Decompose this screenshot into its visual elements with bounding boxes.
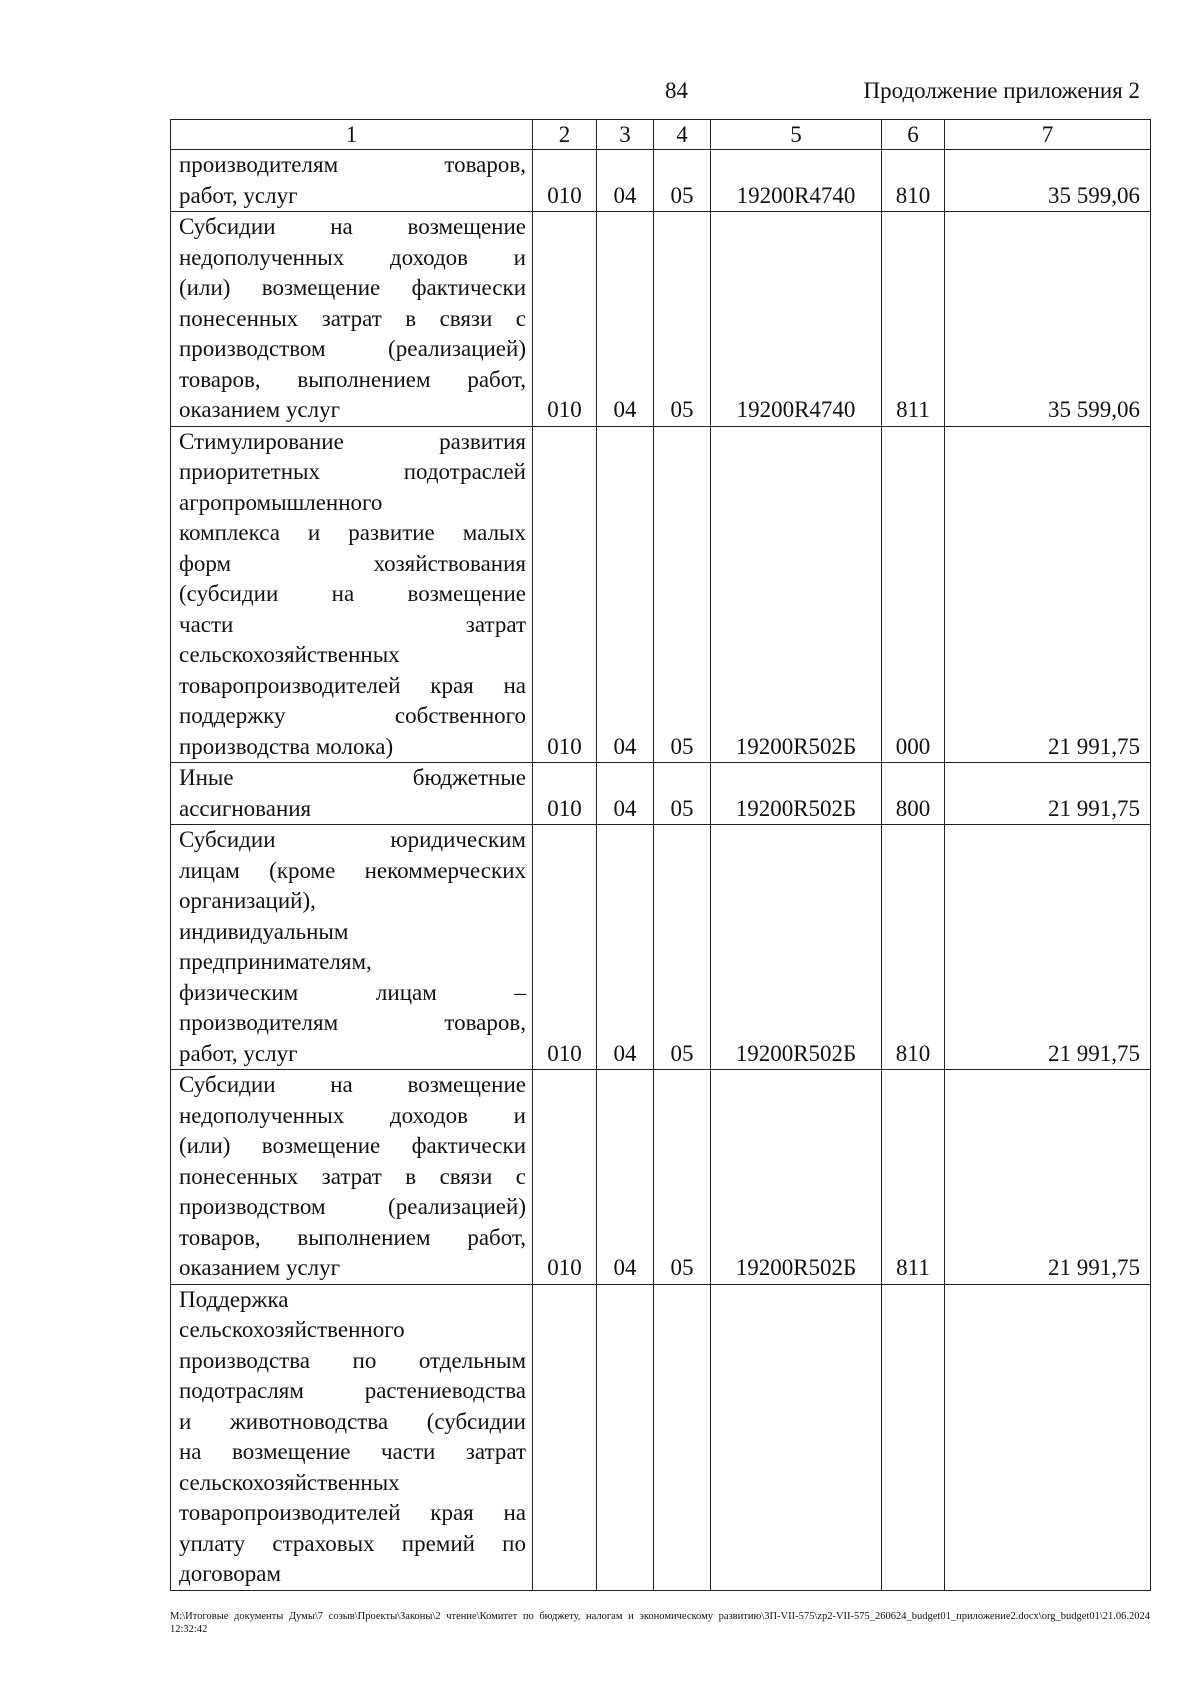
file-path-footer: M:\Итоговые документы Думы\7 созыв\Проекты\Законы\2 чтение\Комитет по бюджету, налогам и экономическому развитию\3П-VII-575\zp2-VII-575_260624_budget01_приложение2.docx\org_budget01\21.06.2024 12:32:42 xyxy=(170,1611,1150,1635)
row-description xyxy=(171,763,533,825)
description-line: Поддержка xyxy=(179,1286,289,1312)
description-line: производства по отдельным xyxy=(179,1347,526,1373)
description-line: производством (реализацией) xyxy=(179,336,526,361)
column-header-6: 6 xyxy=(882,120,945,150)
subsection-code-cell: 04 xyxy=(597,212,654,427)
description-line: понесенных затрат в связи с xyxy=(179,1163,526,1189)
description-line: производства молока) xyxy=(179,733,394,759)
expense-type-cell: 811 xyxy=(882,212,945,427)
amount-cell xyxy=(945,1284,1151,1590)
target-article-cell: 19200R502Б xyxy=(711,426,882,763)
row-description xyxy=(171,212,533,427)
subitem-code-cell: 05 xyxy=(654,212,711,427)
description-line: (или) возмещение фактически xyxy=(179,1133,526,1158)
description-line: товаропроизводителей края на xyxy=(179,672,526,698)
subsection-code-cell: 04 xyxy=(597,426,654,763)
amount-cell: 35 599,06 xyxy=(945,212,1151,427)
description-line: Субсидии на возмещение xyxy=(179,1072,526,1097)
description-line: Стимулирование развития xyxy=(179,428,526,454)
description-line: понесенных затрат в связи с xyxy=(179,305,526,331)
description-line: на возмещение части затрат xyxy=(179,1439,526,1464)
subitem-code-cell: 05 xyxy=(654,426,711,763)
column-header-7: 7 xyxy=(945,120,1151,150)
subitem-code-cell: 05 xyxy=(654,763,711,825)
section-code-cell: 010 xyxy=(533,150,597,212)
expense-type-cell: 810 xyxy=(882,825,945,1070)
description-line: комплекса и развитие малых xyxy=(179,520,526,545)
table-row xyxy=(171,1070,1151,1285)
description-line: сельскохозяйственных xyxy=(179,642,400,667)
description-line: физическим лицам – xyxy=(179,979,526,1005)
description-line: приоритетных подотраслей xyxy=(179,459,526,484)
expense-type-cell: 000 xyxy=(882,426,945,763)
subitem-code-cell: 05 xyxy=(654,150,711,212)
row-description xyxy=(171,1284,533,1590)
table-row xyxy=(171,426,1151,763)
column-header-2: 2 xyxy=(533,120,597,150)
table-row xyxy=(171,763,1151,825)
description-line: недополученных доходов и xyxy=(179,1102,526,1128)
target-article-cell: 19200R502Б xyxy=(711,825,882,1070)
column-header-1: 1 xyxy=(171,120,533,150)
description-line: производством (реализацией) xyxy=(179,1194,526,1219)
subitem-code-cell xyxy=(654,1284,711,1590)
description-line: уплату страховых премий по xyxy=(179,1530,526,1556)
section-code-cell xyxy=(533,1284,597,1590)
description-line: недополученных доходов и xyxy=(179,244,526,270)
amount-cell: 21 991,75 xyxy=(945,426,1151,763)
description-line: оказанием услуг xyxy=(179,1255,341,1280)
table-header-row xyxy=(171,120,1151,150)
column-header-5: 5 xyxy=(711,120,882,150)
subsection-code-cell: 04 xyxy=(597,825,654,1070)
row-description xyxy=(171,150,533,212)
section-code-cell: 010 xyxy=(533,1070,597,1285)
table-row xyxy=(171,1284,1151,1590)
subsection-code-cell: 04 xyxy=(597,1070,654,1285)
table-body xyxy=(171,150,1151,1591)
target-article-cell: 19200R4740 xyxy=(711,212,882,427)
description-line: сельскохозяйственных xyxy=(179,1469,400,1495)
subsection-code-cell xyxy=(597,1284,654,1590)
description-line: агропромышленного xyxy=(179,489,383,515)
row-description xyxy=(171,1070,533,1285)
description-line: Иные бюджетные xyxy=(179,765,526,790)
expense-type-cell xyxy=(882,1284,945,1590)
section-code-cell: 010 xyxy=(533,825,597,1070)
table-row xyxy=(171,212,1151,427)
amount-cell: 21 991,75 xyxy=(945,825,1151,1070)
description-line: (или) возмещение фактически xyxy=(179,275,526,300)
page-number: 84 xyxy=(665,78,688,103)
description-line: оказанием услуг xyxy=(179,397,341,422)
description-line: и животноводства (субсидии xyxy=(179,1408,526,1434)
description-line: Субсидии юридическим xyxy=(179,827,526,852)
description-line: лицам (кроме некоммерческих xyxy=(179,857,526,883)
description-line: части затрат xyxy=(179,611,526,637)
description-line: работ, услуг xyxy=(179,182,298,208)
subitem-code-cell: 05 xyxy=(654,825,711,1070)
target-article-cell: 19200R4740 xyxy=(711,150,882,212)
subsection-code-cell: 04 xyxy=(597,763,654,825)
section-code-cell: 010 xyxy=(533,426,597,763)
description-line: договорам xyxy=(179,1561,282,1586)
amount-cell: 21 991,75 xyxy=(945,763,1151,825)
section-code-cell: 010 xyxy=(533,763,597,825)
description-line: работ, услуг xyxy=(179,1040,298,1066)
amount-cell: 35 599,06 xyxy=(945,150,1151,212)
expense-type-cell: 810 xyxy=(882,150,945,212)
description-line: форм хозяйствования xyxy=(179,550,526,576)
description-line: организаций), xyxy=(179,888,316,913)
description-line: сельскохозяйственного xyxy=(179,1317,405,1342)
continuation-label: Продолжение приложения 2 xyxy=(863,78,1140,103)
table-row xyxy=(171,150,1151,212)
budget-table xyxy=(170,119,1151,1591)
column-header-4: 4 xyxy=(654,120,711,150)
table-row xyxy=(171,825,1151,1070)
target-article-cell xyxy=(711,1284,882,1590)
description-line: индивидуальным xyxy=(179,918,349,944)
description-line: товаров, выполнением работ, xyxy=(179,1224,526,1250)
amount-cell: 21 991,75 xyxy=(945,1070,1151,1285)
description-line: поддержку собственного xyxy=(179,703,526,728)
subitem-code-cell: 05 xyxy=(654,1070,711,1285)
target-article-cell: 19200R502Б xyxy=(711,763,882,825)
description-line: Субсидии на возмещение xyxy=(179,214,526,239)
expense-type-cell: 800 xyxy=(882,763,945,825)
description-line: производителям товаров, xyxy=(179,1010,526,1035)
column-header-3: 3 xyxy=(597,120,654,150)
subsection-code-cell: 04 xyxy=(597,150,654,212)
description-line: производителям товаров, xyxy=(179,152,526,177)
row-description xyxy=(171,825,533,1070)
section-code-cell: 010 xyxy=(533,212,597,427)
description-line: ассигнования xyxy=(179,795,312,821)
description-line: товаров, выполнением работ, xyxy=(179,366,526,392)
description-line: (субсидии на возмещение xyxy=(179,581,526,606)
expense-type-cell: 811 xyxy=(882,1070,945,1285)
description-line: подотраслям растениеводства xyxy=(179,1378,526,1403)
description-line: товаропроизводителей края на xyxy=(179,1500,526,1525)
description-line: предпринимателям, xyxy=(179,949,372,974)
target-article-cell: 19200R502Б xyxy=(711,1070,882,1285)
row-description xyxy=(171,426,533,763)
